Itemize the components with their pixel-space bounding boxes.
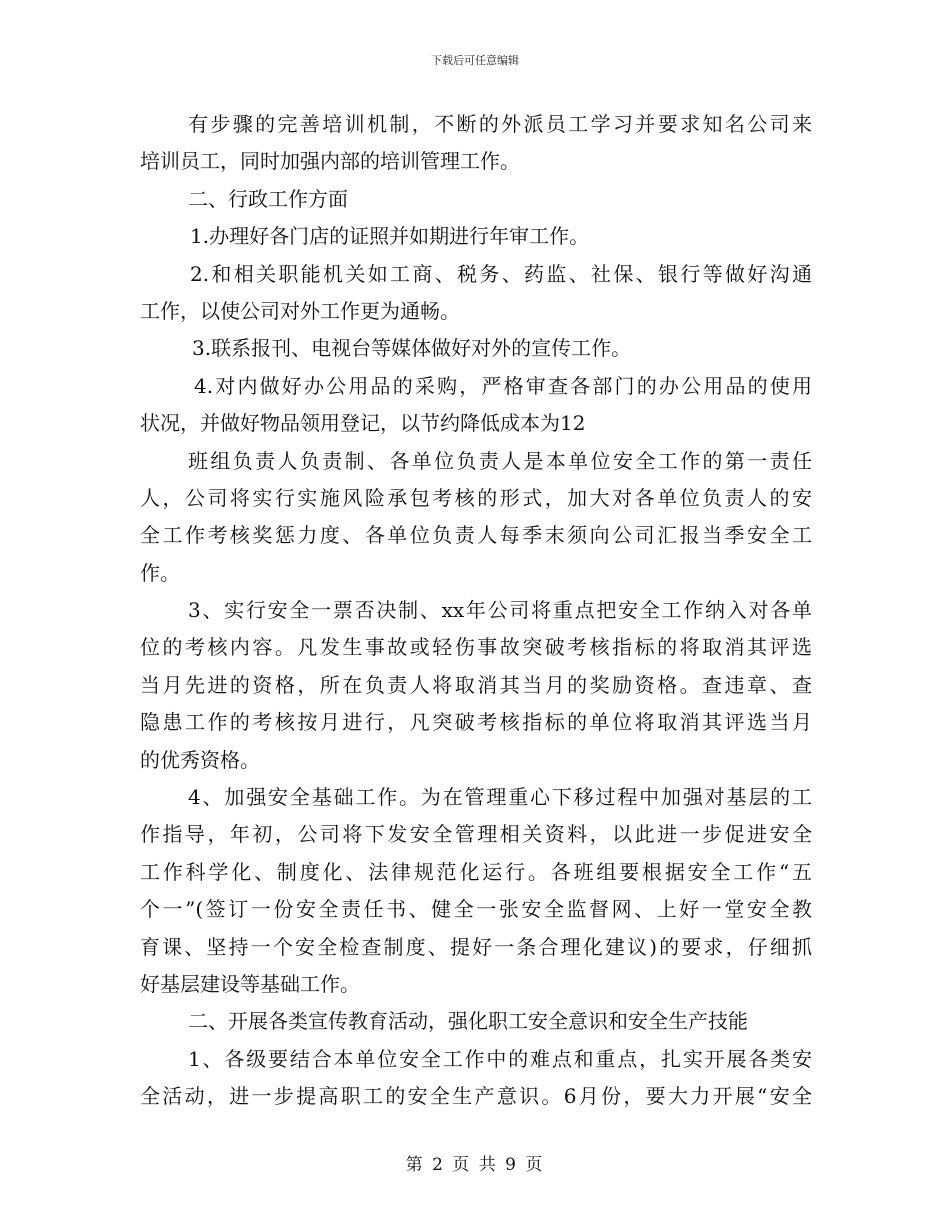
- section-heading: 二、开展各类宣传教育活动，强化职工安全意识和安全生产技能: [188, 1009, 748, 1034]
- paragraph-line: 状况，并做好物品领用登记，以节约降低成本为12: [140, 411, 586, 436]
- paragraph-line: 个一”(签订一份安全责任书、健全一张安全监督网、上好一堂安全教: [140, 897, 812, 922]
- paragraph-line: 隐患工作的考核按月进行，凡突破考核指标的单位将取消其评选当月: [140, 710, 812, 735]
- paragraph-line: 好基层建设等基础工作。: [140, 971, 360, 996]
- list-item: 1.办理好各门店的证照并如期进行年审工作。: [190, 224, 590, 249]
- paragraph-line: 位的考核内容。凡发生事故或轻伤事故突破考核指标的将取消其评选: [140, 635, 812, 660]
- page-header: 下载后可任意编辑: [431, 54, 519, 67]
- paragraph-line: 作指导，年初，公司将下发安全管理相关资料，以此进一步促进安全: [140, 822, 812, 847]
- paragraph-line: 作。: [140, 560, 180, 585]
- list-item: 2.和相关职能机关如工商、税务、药监、社保、银行等做好沟通: [190, 261, 812, 286]
- page-number-footer: 第 2 页 共 9 页: [405, 1155, 545, 1175]
- paragraph-line: 的优秀资格。: [140, 747, 260, 772]
- section-heading: 二、行政工作方面: [188, 186, 348, 211]
- paragraph-line: 班组负责人负责制、各单位负责人是本单位安全工作的第一责任: [188, 448, 812, 473]
- paragraph-line: 全工作考核奖惩力度、各单位负责人每季末须向公司汇报当季安全工: [140, 523, 812, 548]
- list-item: 3.联系报刊、电视台等媒体做好对外的宣传工作。: [192, 336, 632, 361]
- document-body: [140, 106, 812, 1116]
- paragraph-line: 育课、坚持一个安全检查制度、提好一条合理化建议)的要求，仔细抓: [140, 934, 812, 959]
- paragraph-line: 培训员工，同时加强内部的培训管理工作。: [140, 149, 520, 174]
- paragraph-line: 工作科学化、制度化、法律规范化运行。各班组要根据安全工作“五: [140, 859, 812, 884]
- paragraph-line: 当月先进的资格，所在负责人将取消其当月的奖励资格。查违章、查: [140, 672, 812, 697]
- paragraph-line: 全活动，进一步提高职工的安全生产意识。6月份，要大力开展“安全: [140, 1084, 812, 1109]
- paragraph-line: 人，公司将实行实施风险承包考核的形式，加大对各单位负责人的安: [140, 485, 812, 510]
- paragraph-line: 1、各级要结合本单位安全工作中的难点和重点，扎实开展各类安: [188, 1046, 812, 1071]
- paragraph-line: 有步骤的完善培训机制，不断的外派员工学习并要求知名公司来: [188, 112, 812, 136]
- paragraph-line: 工作，以使公司对外工作更为通畅。: [140, 298, 460, 323]
- paragraph-line: 3、实行安全一票否决制、xx年公司将重点把安全工作纳入对各单: [188, 598, 812, 623]
- paragraph-line: 4、加强安全基础工作。为在管理重心下移过程中加强对基层的工: [188, 785, 812, 810]
- list-item: 4.对内做好办公用品的采购，严格审查各部门的办公用品的使用: [194, 373, 812, 398]
